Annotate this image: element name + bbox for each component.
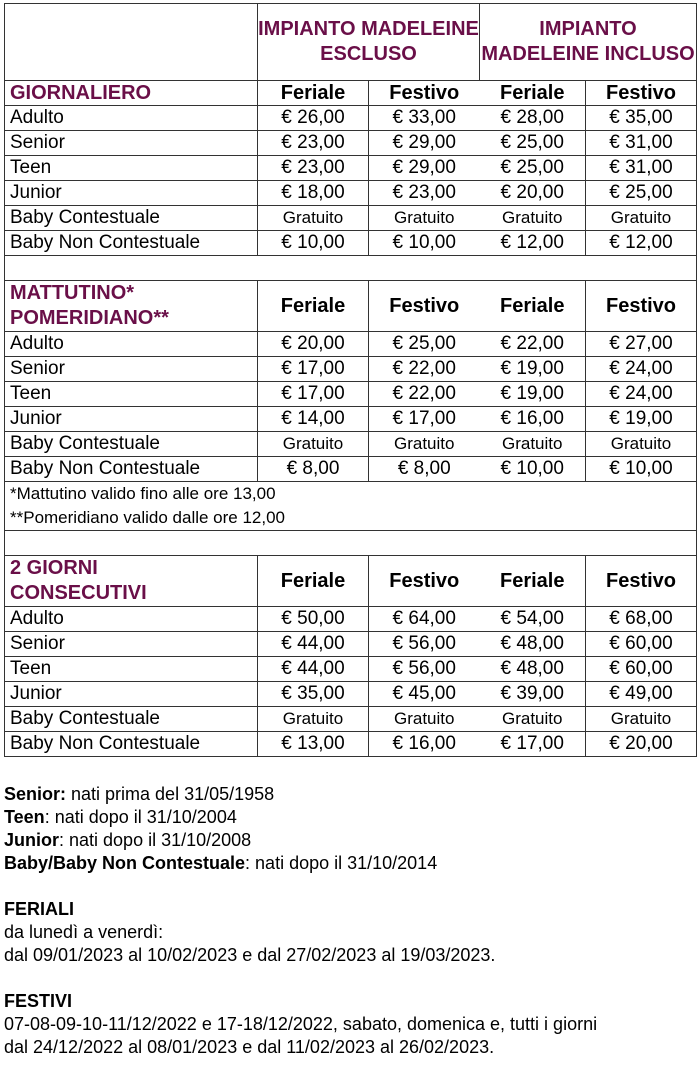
- price-cell: € 17,00: [258, 382, 369, 407]
- feriali-line: da lunedì a venerdì:: [4, 922, 164, 942]
- table-row: [5, 707, 697, 732]
- price-cell: € 23,00: [258, 131, 369, 156]
- column-header: Feriale: [480, 81, 586, 106]
- price-cell: € 16,00: [369, 732, 480, 757]
- price-cell: € 50,00: [258, 607, 369, 632]
- price-cell: € 56,00: [369, 632, 480, 657]
- definition-teen: [4, 806, 597, 829]
- price-cell: Gratuito: [258, 432, 369, 457]
- row-label: Senior: [5, 131, 258, 156]
- price-cell: € 26,00: [258, 106, 369, 131]
- feriali-block: [4, 898, 597, 967]
- price-cell: € 10,00: [586, 457, 697, 482]
- definition-text: : nati dopo il 31/10/2008: [59, 830, 252, 850]
- column-header: Feriale: [258, 281, 369, 332]
- price-cell: € 24,00: [586, 357, 697, 382]
- price-cell: € 25,00: [369, 332, 480, 357]
- row-label: Baby Contestuale: [5, 206, 258, 231]
- table-row: [5, 457, 697, 482]
- price-cell: Gratuito: [369, 707, 480, 732]
- row-label: Teen: [5, 657, 258, 682]
- price-cell: Gratuito: [258, 206, 369, 231]
- row-label: Senior: [5, 357, 258, 382]
- price-cell: € 22,00: [480, 332, 586, 357]
- price-cell: € 68,00: [586, 607, 697, 632]
- price-cell: € 10,00: [369, 231, 480, 256]
- section-title-line: MATTUTINO*: [10, 282, 135, 304]
- price-cell: € 12,00: [586, 231, 697, 256]
- price-cell: € 8,00: [258, 457, 369, 482]
- festivi-line: 07-08-09-10-11/12/2022 e 17-18/12/2022, sabato, domenica e, tutti i giorni: [4, 1014, 598, 1034]
- price-cell: € 8,00: [369, 457, 480, 482]
- section-title: GIORNALIERO: [5, 81, 258, 106]
- age-definitions: [4, 783, 597, 875]
- definition-text: : nati dopo il 31/10/2014: [245, 853, 438, 873]
- festivi-block: [4, 990, 597, 1059]
- table-row: [5, 657, 697, 682]
- table-row: [5, 382, 697, 407]
- price-cell: € 25,00: [586, 181, 697, 206]
- row-label: Baby Non Contestuale: [5, 457, 258, 482]
- table-row: [5, 607, 697, 632]
- price-cell: Gratuito: [586, 432, 697, 457]
- column-header: Feriale: [480, 281, 586, 332]
- definition-text: nati prima del 31/05/1958: [66, 784, 275, 804]
- price-cell: € 14,00: [258, 407, 369, 432]
- price-cell: Gratuito: [586, 707, 697, 732]
- price-cell: € 24,00: [586, 382, 697, 407]
- table-row: [5, 156, 697, 181]
- footnote-row: [5, 482, 697, 507]
- table-row: [5, 131, 697, 156]
- price-cell: € 31,00: [586, 156, 697, 181]
- price-cell: € 20,00: [258, 332, 369, 357]
- festivi-title: FESTIVI: [4, 991, 73, 1011]
- price-cell: € 44,00: [258, 657, 369, 682]
- price-cell: € 29,00: [369, 156, 480, 181]
- price-cell: € 20,00: [480, 181, 586, 206]
- group-included-header: IMPIANTO MADELEINE INCLUSO: [480, 4, 697, 81]
- section-title: [5, 281, 258, 332]
- row-label: Baby Contestuale: [5, 707, 258, 732]
- section-header-row: [5, 81, 697, 106]
- table-row: [5, 231, 697, 256]
- row-label: Junior: [5, 181, 258, 206]
- price-cell: € 19,00: [480, 382, 586, 407]
- column-header: Festivo: [586, 81, 697, 106]
- definition-term: Senior:: [4, 784, 67, 804]
- definition-text: : nati dopo il 31/10/2004: [44, 807, 237, 827]
- feriali-title: FERIALI: [4, 899, 74, 919]
- notes-section: [4, 783, 597, 1059]
- section-header-row: [5, 281, 697, 332]
- section-title: [5, 556, 258, 607]
- price-cell: € 17,00: [258, 357, 369, 382]
- price-cell: € 54,00: [480, 607, 586, 632]
- group-excluded-header: IMPIANTO MADELEINE ESCLUSO: [258, 4, 480, 81]
- price-cell: € 23,00: [258, 156, 369, 181]
- price-cell: € 33,00: [369, 106, 480, 131]
- definition-junior: [4, 829, 597, 852]
- price-cell: € 45,00: [369, 682, 480, 707]
- price-cell: Gratuito: [369, 432, 480, 457]
- feriali-line: dal 09/01/2023 al 10/02/2023 e dal 27/02/2023 al 19/03/2023.: [4, 945, 496, 965]
- table-row: [5, 181, 697, 206]
- column-header: Festivo: [586, 556, 697, 607]
- row-label: Teen: [5, 382, 258, 407]
- row-label: Junior: [5, 407, 258, 432]
- price-cell: € 18,00: [258, 181, 369, 206]
- price-cell: € 22,00: [369, 357, 480, 382]
- price-cell: Gratuito: [480, 206, 586, 231]
- price-cell: € 22,00: [369, 382, 480, 407]
- price-cell: € 27,00: [586, 332, 697, 357]
- price-cell: € 12,00: [480, 231, 586, 256]
- row-label: Baby Non Contestuale: [5, 732, 258, 757]
- price-cell: Gratuito: [258, 707, 369, 732]
- price-cell: € 56,00: [369, 657, 480, 682]
- festivi-line: dal 24/12/2022 al 08/01/2023 e dal 11/02/2023 al 26/02/2023.: [4, 1037, 495, 1057]
- price-cell: € 16,00: [480, 407, 586, 432]
- spacer-cell: [5, 531, 697, 556]
- table-row: [5, 206, 697, 231]
- group-header-row: [5, 4, 697, 81]
- price-cell: € 35,00: [258, 682, 369, 707]
- spacer-row: [5, 531, 697, 556]
- price-cell: € 25,00: [480, 131, 586, 156]
- row-label: Baby Contestuale: [5, 432, 258, 457]
- row-label: Adulto: [5, 607, 258, 632]
- footnote: *Mattutino valido fino alle ore 13,00: [5, 482, 697, 507]
- price-cell: € 29,00: [369, 131, 480, 156]
- price-cell: € 44,00: [258, 632, 369, 657]
- price-cell: € 19,00: [480, 357, 586, 382]
- column-header: Festivo: [586, 281, 697, 332]
- price-cell: € 25,00: [480, 156, 586, 181]
- definition-baby: [4, 852, 597, 875]
- column-header: Festivo: [369, 556, 480, 607]
- column-header: Festivo: [369, 281, 480, 332]
- section-title-line: POMERIDIANO**: [10, 307, 169, 329]
- table-row: [5, 682, 697, 707]
- price-cell: Gratuito: [369, 206, 480, 231]
- definition-senior: [4, 783, 597, 806]
- price-cell: € 49,00: [586, 682, 697, 707]
- section-header-row: [5, 556, 697, 607]
- row-label: Adulto: [5, 106, 258, 131]
- row-label: Baby Non Contestuale: [5, 231, 258, 256]
- footnote-row: [5, 506, 697, 531]
- row-label: Junior: [5, 682, 258, 707]
- table-row: [5, 106, 697, 131]
- table-row: [5, 432, 697, 457]
- definition-term: Baby/Baby Non Contestuale: [4, 853, 246, 873]
- price-cell: € 13,00: [258, 732, 369, 757]
- row-label: Adulto: [5, 332, 258, 357]
- price-cell: € 23,00: [369, 181, 480, 206]
- definition-term: Junior: [4, 830, 60, 850]
- spacer-cell: [5, 256, 697, 281]
- price-cell: € 17,00: [480, 732, 586, 757]
- column-header: Feriale: [480, 556, 586, 607]
- column-header: Festivo: [369, 81, 480, 106]
- price-cell: € 10,00: [258, 231, 369, 256]
- table-row: [5, 407, 697, 432]
- row-label: Teen: [5, 156, 258, 181]
- price-cell: € 28,00: [480, 106, 586, 131]
- price-cell: € 64,00: [369, 607, 480, 632]
- table-row: [5, 357, 697, 382]
- spacer-row: [5, 256, 697, 281]
- price-cell: € 35,00: [586, 106, 697, 131]
- definition-term: Teen: [4, 807, 45, 827]
- price-cell: Gratuito: [480, 432, 586, 457]
- column-header: Feriale: [258, 81, 369, 106]
- price-cell: € 48,00: [480, 657, 586, 682]
- footnote: **Pomeridiano valido dalle ore 12,00: [5, 506, 697, 531]
- price-cell: € 17,00: [369, 407, 480, 432]
- price-table: [4, 3, 697, 757]
- price-cell: € 39,00: [480, 682, 586, 707]
- section-title-line: 2 GIORNI: [10, 557, 98, 579]
- price-cell: € 48,00: [480, 632, 586, 657]
- table-row: [5, 332, 697, 357]
- table-row: [5, 632, 697, 657]
- price-cell: € 60,00: [586, 657, 697, 682]
- price-cell: Gratuito: [480, 707, 586, 732]
- price-cell: € 31,00: [586, 131, 697, 156]
- price-cell: € 10,00: [480, 457, 586, 482]
- price-cell: Gratuito: [586, 206, 697, 231]
- price-cell: € 19,00: [586, 407, 697, 432]
- section-title-line: CONSECUTIVI: [10, 582, 147, 604]
- row-label: Senior: [5, 632, 258, 657]
- table-row: [5, 732, 697, 757]
- price-cell: € 20,00: [586, 732, 697, 757]
- price-list: [4, 3, 696, 1057]
- empty-corner-cell: [5, 4, 258, 81]
- column-header: Feriale: [258, 556, 369, 607]
- price-cell: € 60,00: [586, 632, 697, 657]
